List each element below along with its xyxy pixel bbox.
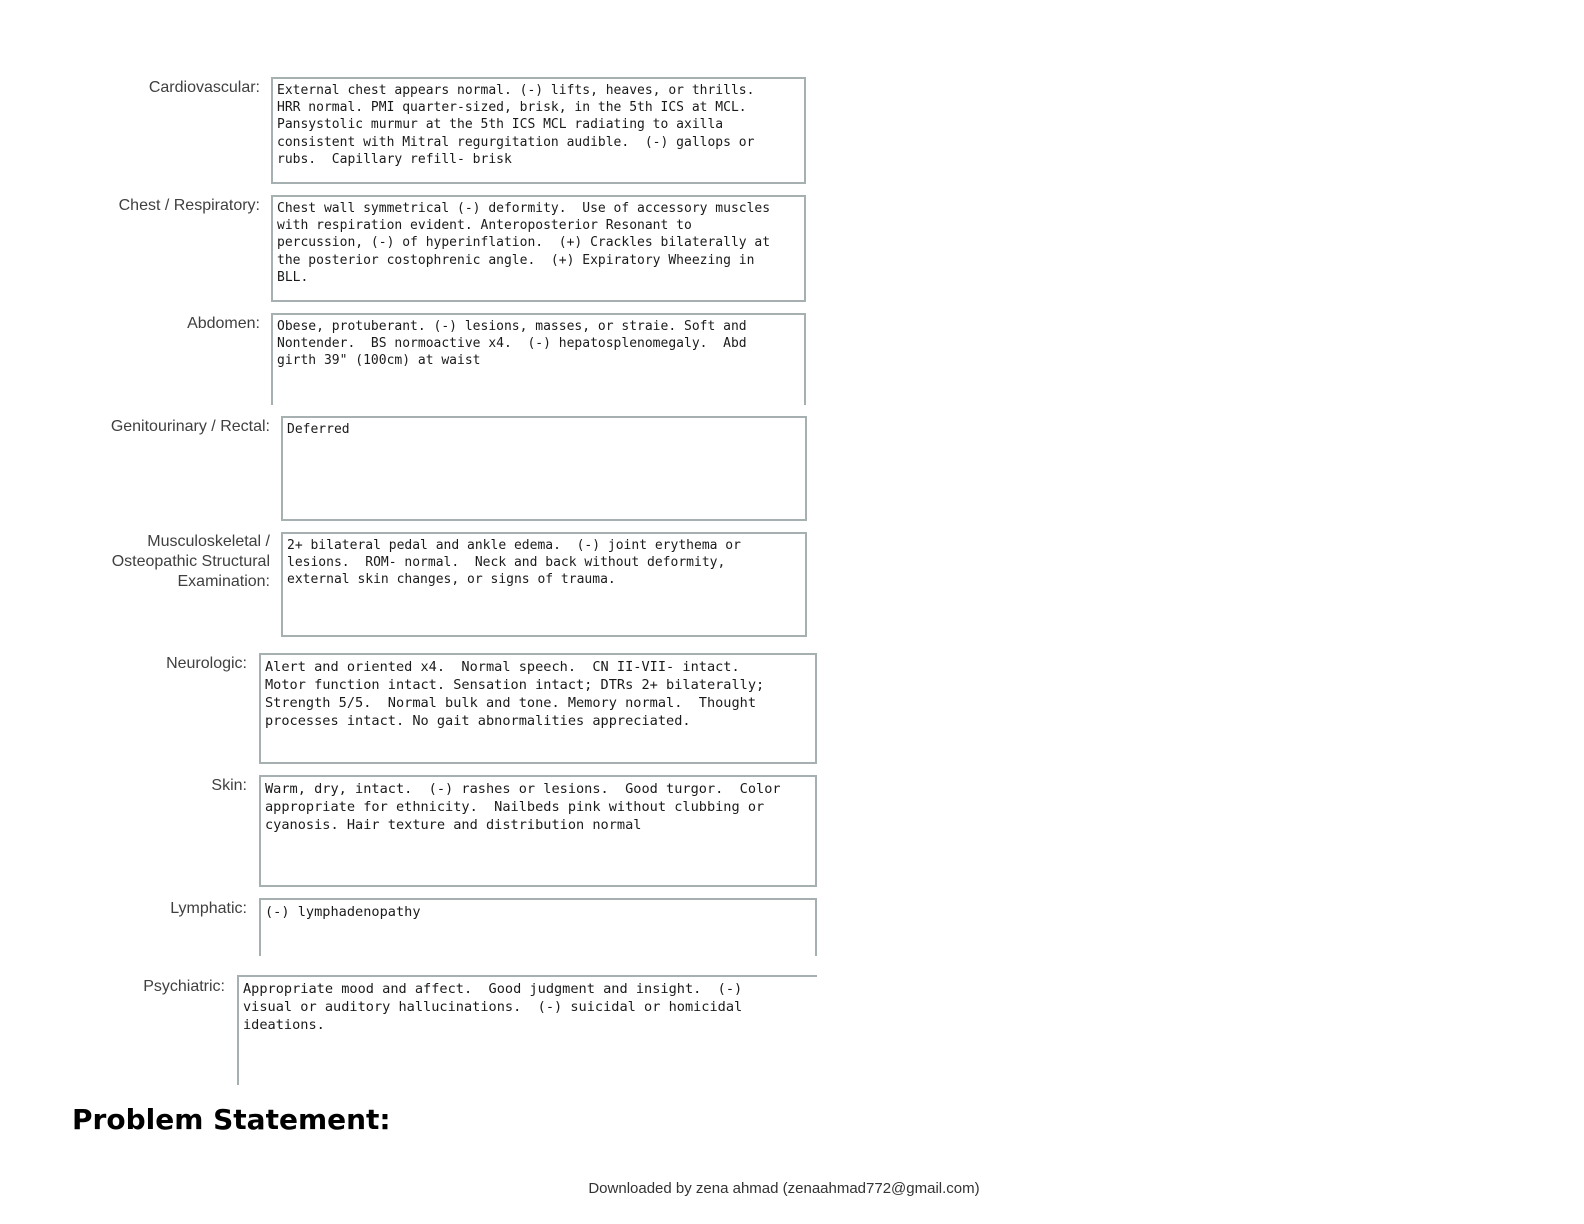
genitourinary-label: Genitourinary / Rectal: <box>110 418 270 435</box>
lymphatic-field[interactable]: (-) lymphadenopathy <box>259 898 817 956</box>
abdomen-label: Abdomen: <box>187 315 260 332</box>
download-footer: Downloaded by zena ahmad (zenaahmad772@gmail.com) <box>588 1180 980 1197</box>
chest-respiratory-field[interactable]: Chest wall symmetrical (-) deformity. Use of accessory muscles with respiration evident. Anteroposterior Resonant to percussion, (-) of hyperinflation. (+) Crackles bilaterally at the posterior costophrenic angle. (+) Expiratory Wheezing in BLL. <box>271 195 806 302</box>
skin-field[interactable]: Warm, dry, intact. (-) rashes or lesions. Good turgor. Color appropriate for ethnicity. Nailbeds pink without clubbing or cyanosis. Hair texture and distribution normal <box>259 775 817 887</box>
cardiovascular-field[interactable]: External chest appears normal. (-) lifts, heaves, or thrills. HRR normal. PMI quarter-sized, brisk, in the 5th ICS at MCL. Pansystolic murmur at the 5th ICS MCL radiating to axilla consistent with Mitral regurgitation audible. (-) gallops or rubs. Capillary refill- brisk <box>271 77 806 184</box>
lymphatic-label: Lymphatic: <box>170 900 247 917</box>
musculoskeletal-label: Musculoskeletal / Osteopathic Structural Examination: <box>111 533 270 590</box>
musculoskeletal-field[interactable]: 2+ bilateral pedal and ankle edema. (-) joint erythema or lesions. ROM- normal. Neck and back without deformity, external skin changes, or signs of trauma. <box>281 532 807 637</box>
psychiatric-label: Psychiatric: <box>143 978 225 995</box>
neurologic-field[interactable]: Alert and oriented x4. Normal speech. CN II-VII- intact. Motor function intact. Sensation intact; DTRs 2+ bilaterally; Strength 5/5. Normal bulk and tone. Memory normal. Thought processes intact. No gait abnormalities appreciated. <box>259 653 817 764</box>
skin-label: Skin: <box>211 777 247 794</box>
chest-respiratory-label: Chest / Respiratory: <box>118 197 260 214</box>
psychiatric-field[interactable]: Appropriate mood and affect. Good judgment and insight. (-) visual or auditory hallucinations. (-) suicidal or homicidal ideations. <box>237 975 817 1085</box>
problem-statement-heading: Problem Statement: <box>72 1103 391 1136</box>
abdomen-field[interactable]: Obese, protuberant. (-) lesions, masses, or straie. Soft and Nontender. BS normoactive x4. (-) hepatosplenomegaly. Abd girth 39" (100cm) at waist <box>271 313 806 405</box>
neurologic-label: Neurologic: <box>166 655 247 672</box>
cardiovascular-label: Cardiovascular: <box>148 79 260 96</box>
genitourinary-field[interactable]: Deferred <box>281 416 807 521</box>
